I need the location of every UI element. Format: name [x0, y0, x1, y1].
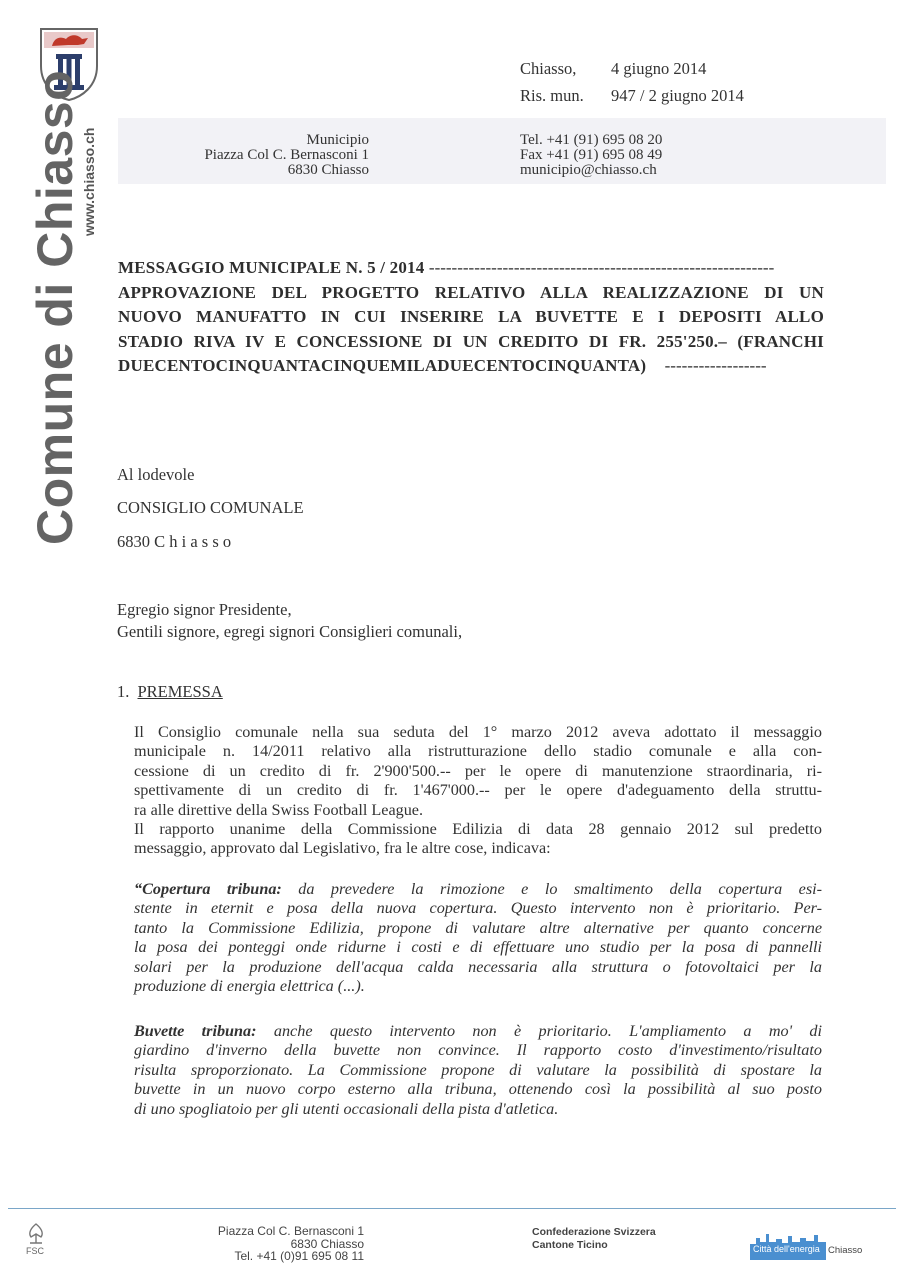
quote-buvette — [134, 1022, 822, 1119]
date-value: 4 giugno 2014 — [611, 59, 707, 78]
quote-line: risulta sproporzionato. La Commissione propone di valutare la possibilità di spostare la — [134, 1060, 822, 1079]
footer-address-line: Tel. +41 (0)91 695 08 11 — [234, 1249, 364, 1263]
municipio-contacts — [520, 133, 662, 178]
municipio-address — [204, 133, 369, 178]
footer-confederation — [532, 1226, 656, 1251]
title-line-5 — [118, 354, 824, 379]
footer-divider — [8, 1208, 896, 1209]
ris-value: 947 / 2 giugno 2014 — [611, 86, 744, 105]
paragraph-1 — [134, 723, 822, 859]
title-dashes: ------------------ — [664, 356, 767, 375]
brand-website-vertical: www.chiasso.ch — [81, 127, 97, 236]
footer-address — [218, 1225, 364, 1263]
paragraph-line: ra alle direttive della Swiss Football League. — [134, 800, 424, 819]
section-title: PREMESSA — [137, 682, 223, 701]
paragraph-line: messaggio, approvato dal Legislativo, fra le altre cose, indicava: — [134, 839, 551, 858]
quote-copertura — [134, 880, 822, 996]
ris-label: Ris. mun. — [520, 86, 584, 105]
email-line: municipio@chiasso.ch — [520, 162, 657, 178]
quote-line: giardino d'inverno della buvette non convince. Il rapporto costo d'investimento/risultato — [134, 1041, 822, 1060]
quote-line: “Copertura tribuna: da prevedere la rimozione e lo smaltimento della copertura esi- — [134, 880, 823, 898]
quote-line: Buvette tribuna: anche questo intervento non è prioritario. L'ampliamento a mo' di — [134, 1022, 822, 1040]
address-line: Piazza Col C. Bernasconi 1 — [204, 147, 369, 163]
paragraph-line: cessione di un credito di fr. 2'900'500.-- per le opere di manutenzione straordinaria, ri- — [134, 761, 822, 780]
energy-city-logo — [750, 1230, 880, 1260]
greeting-line-2: Gentili signore, egregi signori Consiglieri comunali, — [117, 622, 463, 641]
title-dashes: ------------------------------------------------------------- — [428, 258, 775, 277]
quote-line: di uno spogliatoio per gli utenti occasionali della pista d'atletica. — [134, 1099, 559, 1118]
fsc-tree-icon — [22, 1222, 50, 1244]
fax-line: Fax +41 (91) 695 08 49 — [520, 147, 663, 163]
recipient-line-3: 6830 C h i a s s o — [117, 532, 232, 551]
title-line-4: STADIO RIVA IV E CONCESSIONE DI UN CREDITO DI FR. 255'250.– (FRANCHI — [118, 331, 824, 351]
title-line-3: NUOVO MANUFATTO IN CUI INSERIRE LA BUVETTE E I DEPOSITI ALLO — [118, 307, 824, 326]
message-title — [118, 256, 824, 379]
paragraph-line: municipale n. 14/2011 relativo alla ristrutturazione dello stadio comunale e alla con- — [134, 742, 822, 761]
quote-label: Buvette tribuna: — [134, 1022, 257, 1040]
title-line-1 — [118, 256, 824, 281]
confed-line: Cantone Ticino — [532, 1238, 608, 1251]
greeting-line-1: Egregio signor Presidente, — [117, 600, 292, 619]
quote-line: solari per la produzione dell'acqua calda necessaria alla struttura o fotovoltaici per la — [134, 957, 822, 976]
date-place: Chiasso, — [520, 59, 577, 78]
title-line-2: APPROVAZIONE DEL PROGETTO RELATIVO ALLA REALIZZAZIONE DI UN — [118, 282, 824, 302]
quote-line: produzione di energia elettrica (...). — [134, 977, 365, 996]
message-number: MESSAGGIO MUNICIPALE N. 5 / 2014 — [118, 258, 425, 277]
quote-line: la posa dei ponteggi onde ridurne i costi e di effettuare uno studio per la posa di pannelli — [134, 938, 822, 957]
paragraph-line: Il Consiglio comunale nella sua seduta del 1° marzo 2012 aveva adottato il messaggio — [134, 723, 822, 741]
recipient-line-1: Al lodevole — [117, 465, 195, 484]
address-line: 6830 Chiasso — [287, 162, 369, 178]
energy-city: Chiasso — [828, 1245, 863, 1256]
quote-line: stente in eternit e posa della nuova copertura. Questo intervento non è prioritario. Per- — [134, 899, 822, 918]
footer-address-line: Piazza Col C. Bernasconi 1 — [217, 1224, 364, 1238]
footer-address-line: 6830 Chiasso — [290, 1236, 364, 1251]
phone-line: Tel. +41 (91) 695 08 20 — [520, 132, 663, 148]
energy-label: Città dell'energia — [753, 1244, 820, 1254]
confed-line: Confederazione Svizzera — [532, 1226, 656, 1238]
section-number: 1. — [117, 682, 130, 701]
paragraph-line: spettivamente di un credito di fr. 1'467'000.-- per le opere d'adeguamento della struttu- — [134, 781, 822, 800]
address-line: Municipio — [306, 132, 369, 148]
recipient-line-2: CONSIGLIO COMUNALE — [117, 498, 304, 517]
brand-name-vertical: Comune di Chiasso — [27, 69, 83, 545]
section-heading — [117, 682, 223, 702]
paragraph-line: Il rapporto unanime della Commissione Edilizia di data 28 gennaio 2012 sul predetto — [134, 820, 822, 839]
quote-label: “Copertura tribuna: — [134, 880, 282, 898]
quote-line: buvette in un nuovo corpo esterno alla tribuna, ottenendo così la possibilità al suo posto — [134, 1080, 822, 1099]
title-amount-words: DUECENTOCINQUANTACINQUEMILADUECENTOCINQUANTA) — [118, 356, 647, 375]
quote-line: tanto la Commissione Edilizia, propone di valutare altre alternative per quanto concerne — [134, 918, 822, 937]
fsc-label: FSC — [26, 1246, 44, 1256]
